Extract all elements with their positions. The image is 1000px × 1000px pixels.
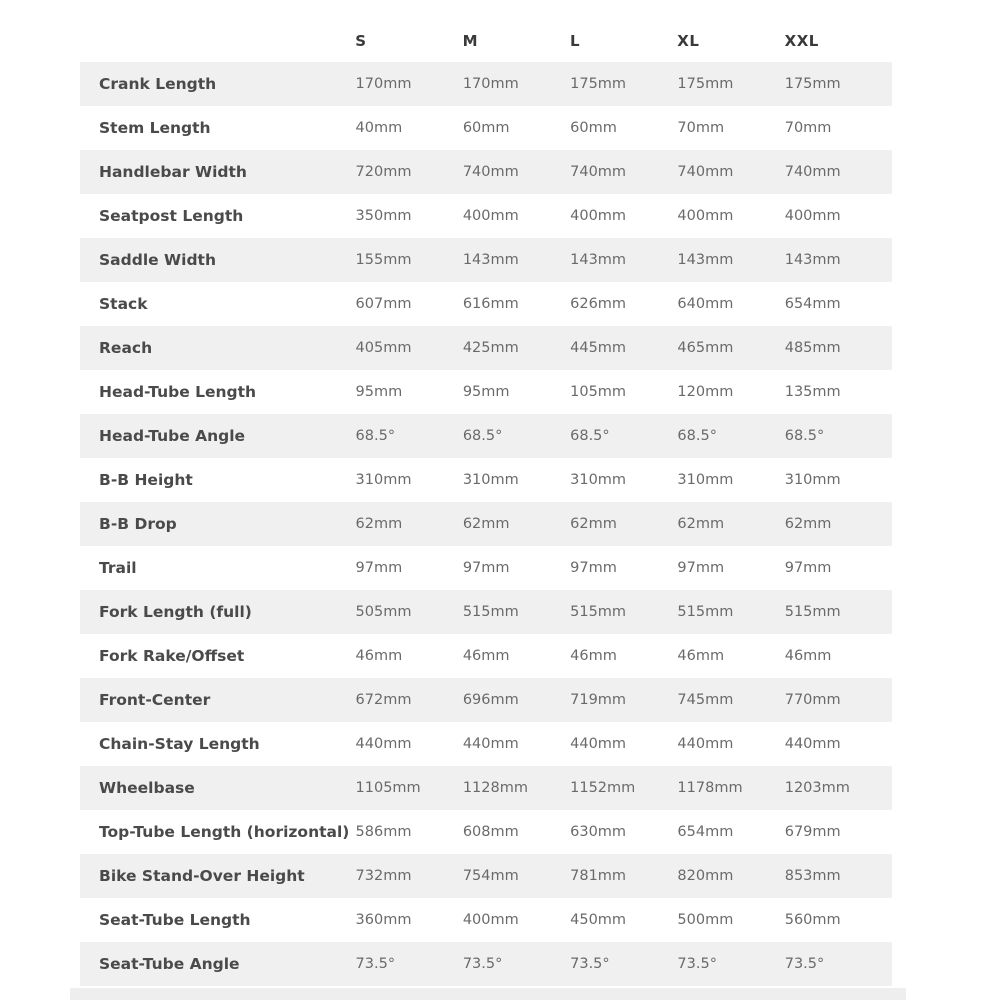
size-header-l: L	[569, 32, 580, 50]
row-label: Fork Length (full)	[99, 603, 252, 621]
row-value: 515mm	[677, 604, 734, 620]
row-value: 1152mm	[570, 780, 636, 796]
table-row	[80, 370, 892, 414]
row-label: Seat-Tube Angle	[99, 955, 240, 973]
table-row	[80, 810, 892, 854]
row-value: 350mm	[355, 208, 412, 224]
table-row	[80, 326, 892, 370]
row-value: 68.5°	[570, 428, 610, 444]
size-header-s: S	[355, 32, 367, 50]
row-value: 586mm	[355, 824, 412, 840]
row-label: Handlebar Width	[99, 163, 247, 181]
row-value: 672mm	[355, 692, 412, 708]
row-value: 732mm	[355, 868, 412, 884]
row-value: 400mm	[570, 208, 627, 224]
row-value: 62mm	[784, 516, 832, 532]
row-value: 770mm	[784, 692, 841, 708]
table-row	[80, 62, 892, 106]
row-value: 97mm	[462, 560, 510, 576]
size-header-xxl: XXL	[784, 32, 819, 50]
row-value: 560mm	[784, 912, 841, 928]
row-value: 400mm	[677, 208, 734, 224]
geometry-table	[80, 20, 892, 986]
table-row	[80, 942, 892, 986]
row-value: 73.5°	[677, 956, 717, 972]
row-value: 120mm	[677, 384, 734, 400]
row-value: 60mm	[462, 120, 510, 136]
row-value: 310mm	[462, 472, 519, 488]
row-value: 1105mm	[355, 780, 421, 796]
row-value: 170mm	[462, 76, 519, 92]
row-value: 95mm	[355, 384, 403, 400]
row-value: 425mm	[462, 340, 519, 356]
row-value: 654mm	[784, 296, 841, 312]
row-value: 515mm	[784, 604, 841, 620]
row-value: 745mm	[677, 692, 734, 708]
row-label: Stack	[99, 295, 148, 313]
row-value: 73.5°	[784, 956, 825, 972]
row-label: Chain-Stay Length	[99, 735, 260, 753]
row-value: 400mm	[462, 208, 519, 224]
row-value: 310mm	[784, 472, 841, 488]
row-label: Bike Stand-Over Height	[99, 867, 305, 885]
row-label: Top-Tube Length (horizontal)	[99, 823, 350, 841]
row-value: 70mm	[677, 120, 725, 136]
row-value: 781mm	[570, 868, 627, 884]
row-value: 696mm	[462, 692, 519, 708]
bottom-divider	[70, 988, 906, 1000]
row-value: 73.5°	[570, 956, 610, 972]
row-value: 310mm	[355, 472, 412, 488]
table-row	[80, 414, 892, 458]
row-label: B-B Drop	[99, 515, 177, 533]
row-value: 1128mm	[462, 780, 528, 796]
row-value: 654mm	[677, 824, 734, 840]
row-label: Saddle Width	[99, 251, 216, 269]
row-value: 143mm	[462, 252, 519, 268]
row-value: 440mm	[462, 736, 519, 752]
row-value: 607mm	[355, 296, 412, 312]
row-label: Reach	[99, 339, 153, 357]
row-value: 46mm	[462, 648, 510, 664]
row-label: Seat-Tube Length	[99, 911, 251, 929]
table-row	[80, 722, 892, 766]
row-value: 175mm	[784, 76, 841, 92]
row-value: 630mm	[570, 824, 627, 840]
row-value: 360mm	[355, 912, 412, 928]
row-value: 405mm	[355, 340, 412, 356]
table-row	[80, 678, 892, 722]
row-label: Fork Rake/Offset	[99, 647, 245, 665]
row-value: 46mm	[677, 648, 725, 664]
row-value: 170mm	[355, 76, 412, 92]
row-value: 740mm	[462, 164, 519, 180]
row-value: 105mm	[570, 384, 627, 400]
row-value: 97mm	[677, 560, 725, 576]
row-value: 143mm	[570, 252, 627, 268]
row-value: 62mm	[462, 516, 510, 532]
row-value: 62mm	[677, 516, 725, 532]
row-value: 616mm	[462, 296, 519, 312]
row-label: Wheelbase	[99, 779, 195, 797]
row-value: 310mm	[677, 472, 734, 488]
row-value: 70mm	[784, 120, 832, 136]
row-value: 46mm	[570, 648, 617, 664]
table-row	[80, 854, 892, 898]
row-value: 440mm	[784, 736, 841, 752]
row-value: 1178mm	[677, 780, 743, 796]
table-row	[80, 150, 892, 194]
size-header-row	[80, 20, 892, 62]
row-label: Seatpost Length	[99, 207, 244, 225]
row-value: 97mm	[784, 560, 832, 576]
table-row	[80, 898, 892, 942]
table-row	[80, 194, 892, 238]
row-value: 626mm	[570, 296, 627, 312]
table-row	[80, 238, 892, 282]
row-value: 135mm	[784, 384, 841, 400]
row-value: 97mm	[570, 560, 617, 576]
table-row	[80, 590, 892, 634]
table-body	[80, 62, 892, 986]
row-value: 40mm	[355, 120, 403, 136]
row-value: 720mm	[355, 164, 412, 180]
row-label: Head-Tube Angle	[99, 427, 246, 445]
row-value: 400mm	[462, 912, 519, 928]
row-label: Trail	[99, 559, 137, 577]
row-value: 465mm	[677, 340, 734, 356]
size-header-xl: XL	[677, 32, 700, 50]
row-value: 62mm	[355, 516, 403, 532]
table-row	[80, 546, 892, 590]
row-value: 155mm	[355, 252, 412, 268]
row-value: 445mm	[570, 340, 627, 356]
row-label: Head-Tube Length	[99, 383, 257, 401]
row-label: Stem Length	[99, 119, 211, 137]
row-value: 175mm	[677, 76, 734, 92]
row-value: 46mm	[355, 648, 403, 664]
row-value: 73.5°	[355, 956, 396, 972]
row-value: 679mm	[784, 824, 841, 840]
row-value: 740mm	[677, 164, 734, 180]
row-label: Front-Center	[99, 691, 211, 709]
row-value: 450mm	[570, 912, 627, 928]
size-header-m: M	[462, 32, 479, 50]
row-value: 1203mm	[784, 780, 850, 796]
row-value: 68.5°	[677, 428, 717, 444]
row-value: 95mm	[462, 384, 510, 400]
row-value: 143mm	[677, 252, 734, 268]
table-row	[80, 282, 892, 326]
row-value: 175mm	[570, 76, 627, 92]
row-value: 62mm	[570, 516, 617, 532]
row-value: 640mm	[677, 296, 734, 312]
row-value: 310mm	[570, 472, 627, 488]
row-value: 500mm	[677, 912, 734, 928]
row-value: 608mm	[462, 824, 519, 840]
row-value: 719mm	[570, 692, 627, 708]
row-value: 740mm	[784, 164, 841, 180]
row-value: 97mm	[355, 560, 403, 576]
row-value: 60mm	[570, 120, 617, 136]
row-value: 68.5°	[462, 428, 503, 444]
row-value: 754mm	[462, 868, 519, 884]
row-value: 440mm	[570, 736, 627, 752]
row-value: 143mm	[784, 252, 841, 268]
row-value: 68.5°	[784, 428, 825, 444]
table-row	[80, 634, 892, 678]
row-value: 820mm	[677, 868, 734, 884]
row-value: 440mm	[355, 736, 412, 752]
table-row	[80, 458, 892, 502]
table-row	[80, 766, 892, 810]
row-value: 68.5°	[355, 428, 396, 444]
row-value: 440mm	[677, 736, 734, 752]
row-label: B-B Height	[99, 471, 193, 489]
row-value: 400mm	[784, 208, 841, 224]
row-value: 740mm	[570, 164, 627, 180]
row-label: Crank Length	[99, 75, 217, 93]
row-value: 485mm	[784, 340, 841, 356]
row-value: 515mm	[462, 604, 519, 620]
row-value: 853mm	[784, 868, 841, 884]
row-value: 46mm	[784, 648, 832, 664]
row-value: 505mm	[355, 604, 412, 620]
table-row	[80, 106, 892, 150]
row-value: 73.5°	[462, 956, 503, 972]
row-value: 515mm	[570, 604, 627, 620]
table-row	[80, 502, 892, 546]
